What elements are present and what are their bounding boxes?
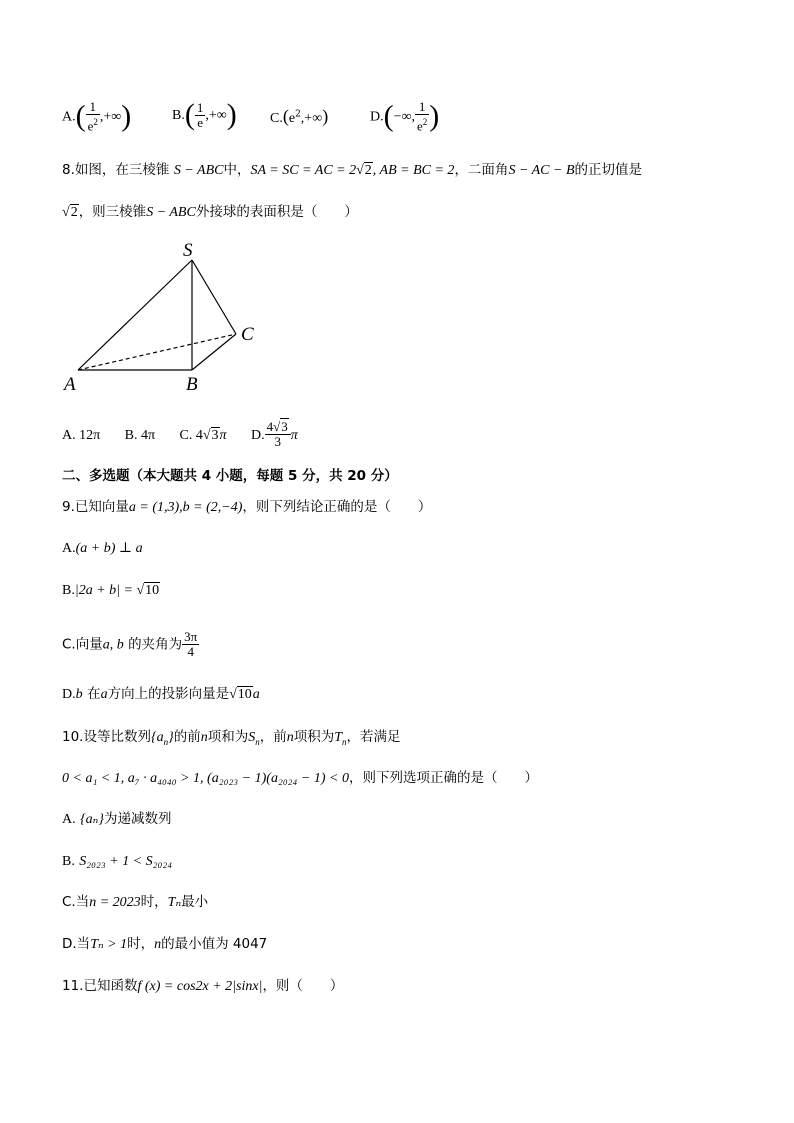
q10-option-a: A. {aₙ}为递减数列 xyxy=(62,811,172,827)
q11-stem: 11.已知函数f (x) = cos2x + 2|sinx|，则（ ） xyxy=(62,978,344,994)
section-title-multiple-choice: 二、多选题（本大题共 4 小题，每题 5 分，共 20 分） xyxy=(62,468,398,484)
edge-sa xyxy=(78,260,192,370)
q9-stem: 9.已知向量a = (1,3),b = (2,−4)，则下列结论正确的是（ ） xyxy=(62,499,432,515)
edge-bc xyxy=(192,334,236,370)
q7-option-a: A.( $\frac{1}{e^2}$ ,+∞) xyxy=(62,99,132,134)
tetrahedron-figure xyxy=(60,238,280,398)
edge-sc xyxy=(192,260,236,334)
q7-option-b: B.( $\frac{1}{e}$ ,+∞) xyxy=(172,98,237,131)
q8-option-b: B. 4π xyxy=(124,427,156,443)
q10-stem-line2: 0 < a₁ < 1, a₇ · a₄₀₄₀ > 1, (a₂₀₂₃ − 1)(a₂₀₂₄ − 1) < 0，则下列选项正确的是（ ） xyxy=(62,770,538,786)
q8-options xyxy=(62,420,298,449)
q9-option-a: A.(a + b) ⊥ a xyxy=(62,541,143,556)
q10-option-c: C.当n = 2023时，Tₙ最小 xyxy=(62,894,209,910)
q10-stem-line1: 10.设等比数列$\{a_n\}$的前n项和为$S_n$，前n项积为$T_n$，若满足 xyxy=(62,729,401,747)
q10-option-b: B. S₂₀₂₃ + 1 < S₂₀₂₄ xyxy=(62,854,173,869)
vertex-label-c: C xyxy=(241,324,254,345)
vertex-label-s: S xyxy=(183,240,193,261)
q9-option-c: C.向量a, b 的夹角为 $\frac{3\pi}{4}$ xyxy=(62,629,198,659)
edge-ac-dashed xyxy=(78,334,236,370)
vertex-label-b: B xyxy=(186,374,198,395)
q7-option-c: $C.(e^2,+\infty)$ xyxy=(270,106,329,126)
q10-option-d: D.当Tₙ > 1时，n的最小值为 4047 xyxy=(62,936,268,952)
vertex-label-a: A xyxy=(64,374,76,395)
q7-option-d: D.(−∞, $\frac{1}{e^2}$ ) xyxy=(370,99,440,134)
q8-option-d: D. $\frac{4√3}{3}$ π xyxy=(251,419,298,449)
q8-stem-line2: √2，则三棱锥S − ABC外接球的表面积是（ ） xyxy=(62,204,358,220)
q9-option-b: B.|2a + b| = √10 xyxy=(62,583,160,598)
q8-option-c: C. 4√3π xyxy=(179,427,227,443)
q9-option-d: D.b 在a方向上的投影向量是√10a xyxy=(62,686,260,702)
q8-option-a: A. 12π xyxy=(62,427,101,443)
q8-stem-line1: 8.如图，在三棱锥 S − ABC中，SA = SC = AC = 2√2, AB = BC = 2，二面角S − AC − B的正切值是 xyxy=(62,162,643,178)
